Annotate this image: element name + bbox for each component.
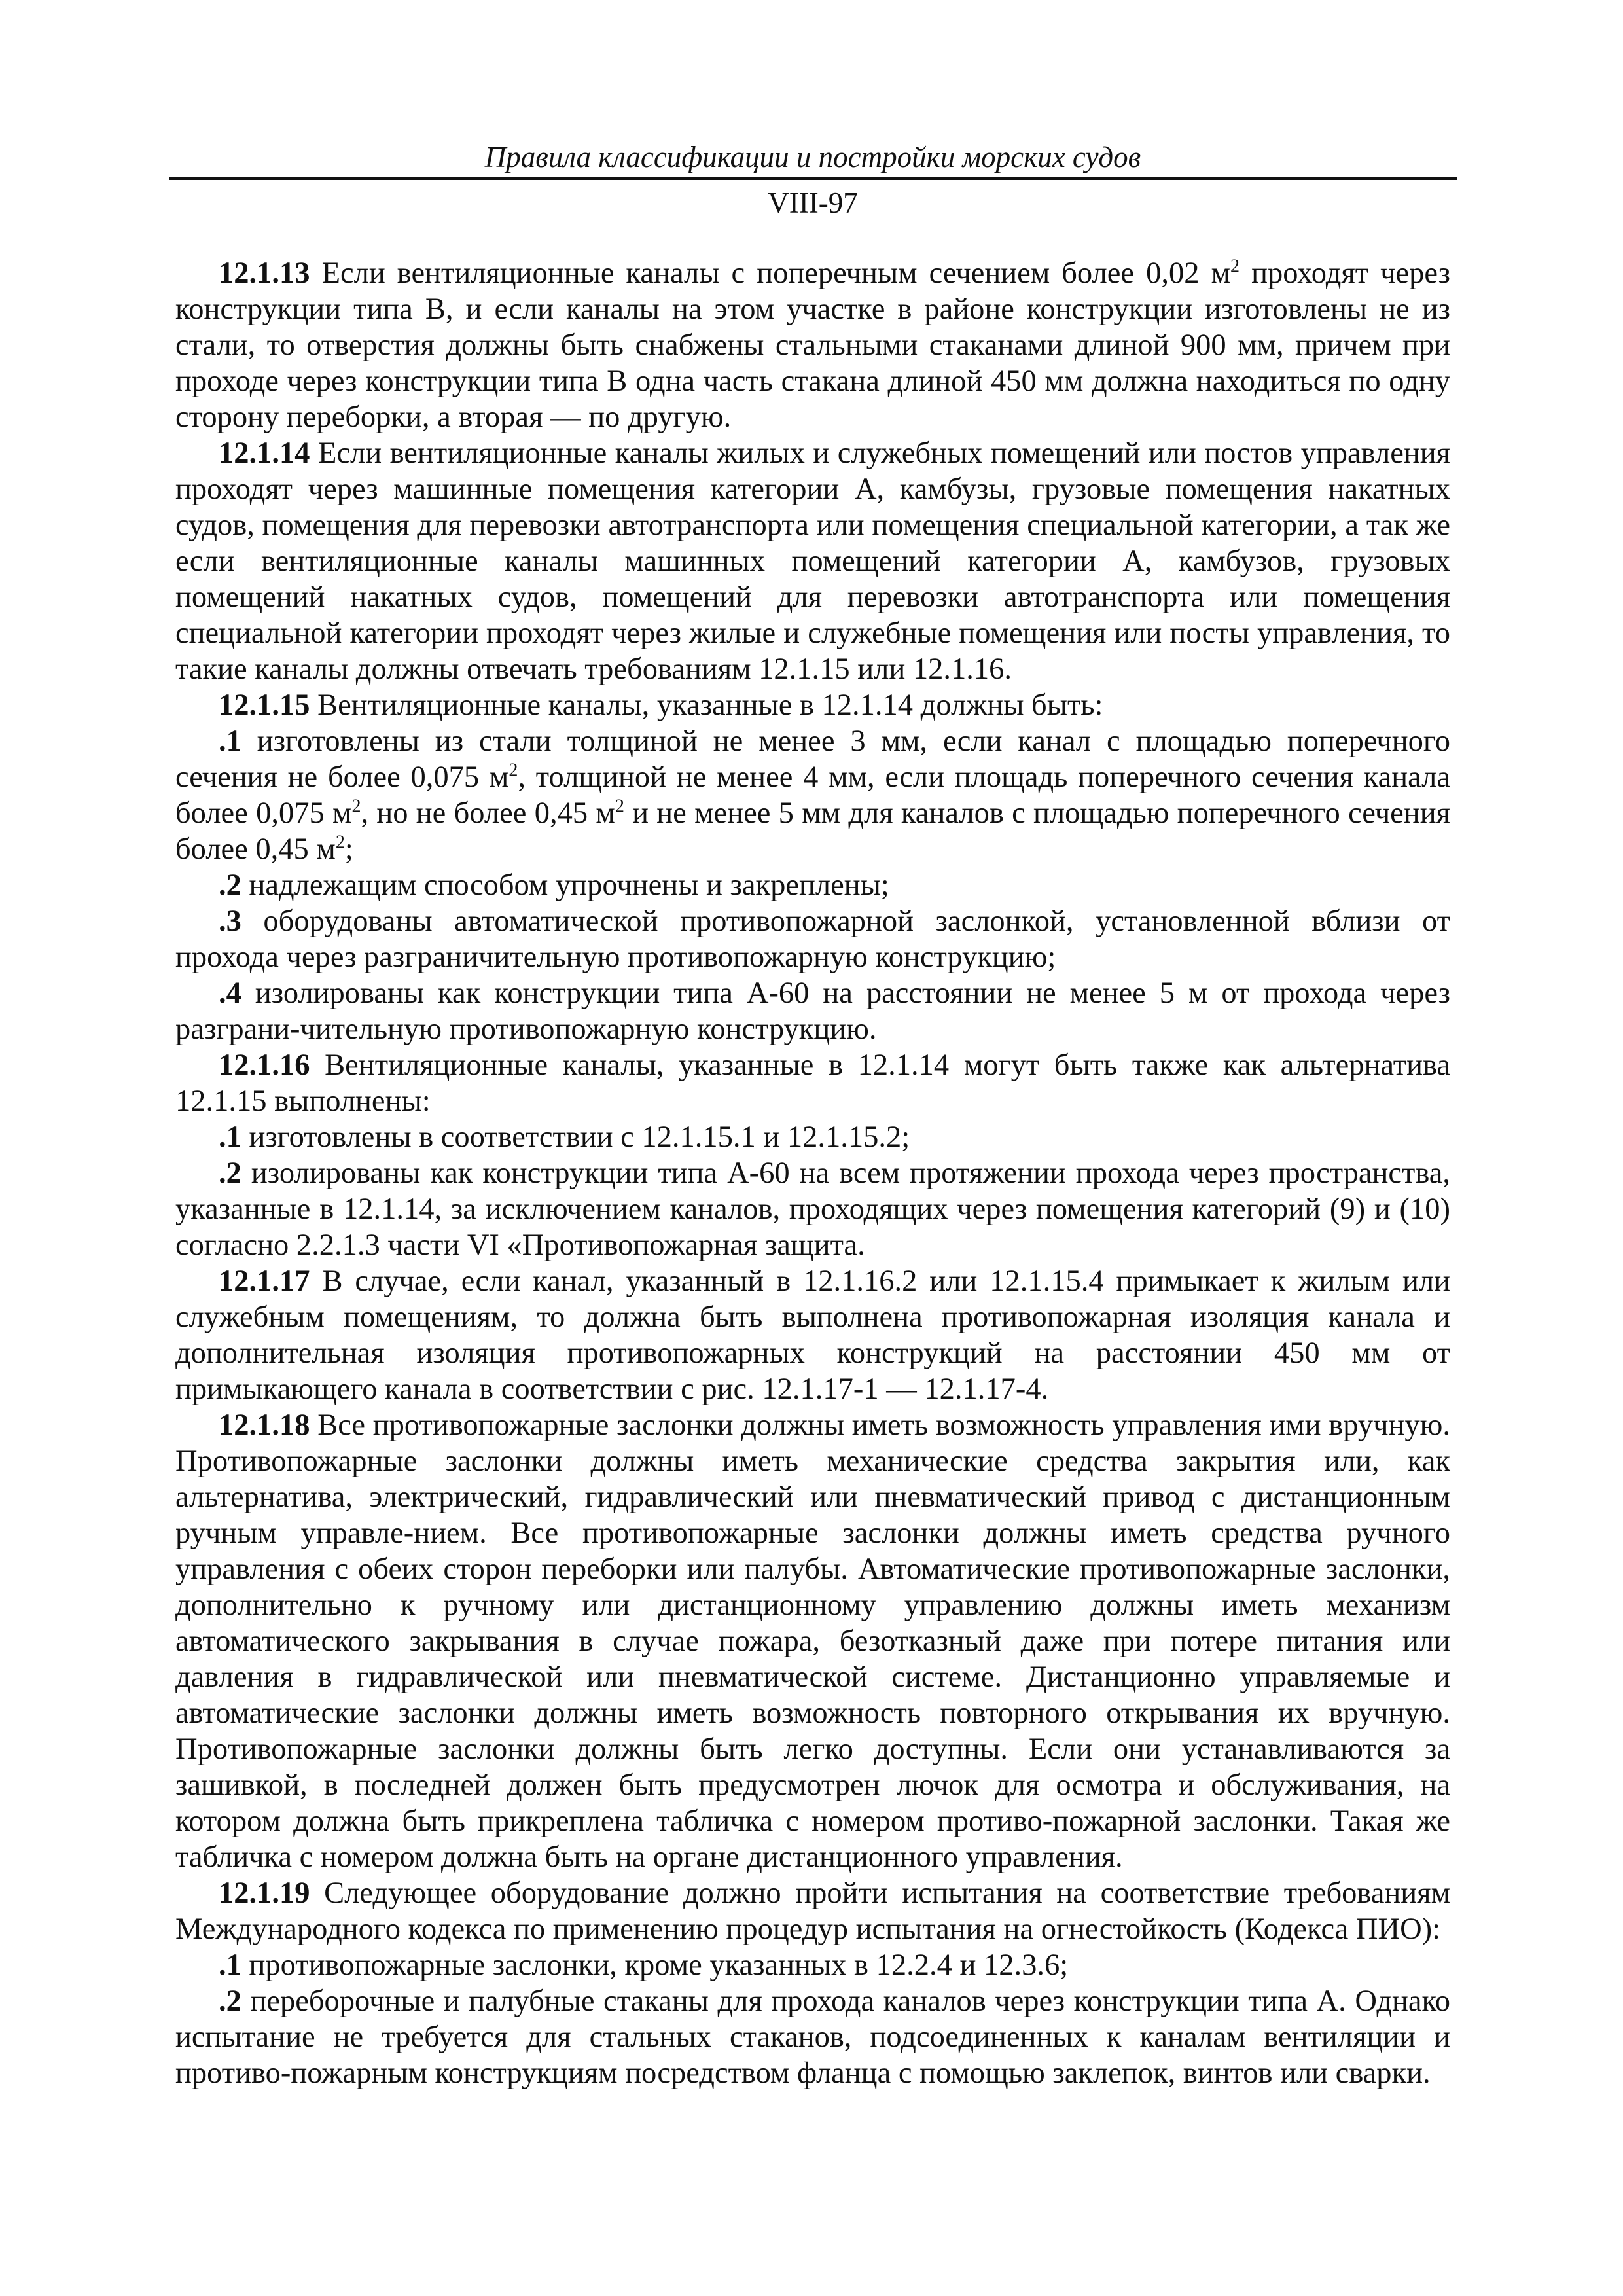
clause-number: 12.1.16	[219, 1049, 310, 1082]
item-text: изготовлены в соответствии с 12.1.15.1 и 12.1.15.2;	[241, 1121, 910, 1154]
paragraph-12-1-19	[175, 1875, 1450, 1947]
superscript: 2	[508, 760, 518, 781]
page-number: VIII-97	[768, 187, 858, 219]
paragraph-text: В случае, если канал, указанный в 12.1.16.2 или 12.1.15.4 примыкает к жилым или служебным помещениям, то должна быть выполнена противопожарная изоляция канала и дополнительная изоляция противопожарных конструкций на расстоянии 450 мм от примыкающего канала в соответствии с рис. 12.1.17-1 — 12.1.17-4.	[175, 1265, 1450, 1406]
item-number: .2	[219, 1157, 241, 1190]
item-number: .1	[219, 1121, 241, 1154]
item-number: .4	[219, 977, 241, 1010]
clause-number: 12.1.14	[219, 437, 310, 470]
item-number: .1	[219, 725, 241, 758]
header-rule	[169, 177, 1457, 180]
item-12-1-15-1	[175, 723, 1450, 867]
item-12-1-15-4	[175, 975, 1450, 1047]
item-12-1-19-1	[175, 1947, 1450, 1983]
item-text: ;	[344, 833, 353, 866]
paragraph-text: Все противопожарные заслонки должны иметь возможность управления ими вручную. Противопожарные заслонки должны иметь механические средства закрытия или, как альтернатива, электрический, гидравлический или пневматический привод с дистанционным ручным управле-нием. Все противопожарные заслонки должны иметь средства ручного управления с обеих сторон переборки или палубы. Автоматические противопожарные заслонки, дополнительно к ручному или дистанционному управлению должны иметь механизм автоматического закрывания в случае пожара, безотказный даже при потере питания или давления в гидравлической или пневматической системе. Дистанционно управляемые и автоматические заслонки должны иметь возможность повторного открывания их вручную. Противопожарные заслонки должны быть легко доступны. Если они устанавливаются за зашивкой, в последней должен быть предусмотрен лючок для осмотра и обслуживания, на котором должна быть прикреплена табличка с номером противо-пожарной заслонки. Такая же табличка с номером должна быть на органе дистанционного управления.	[175, 1408, 1450, 1874]
item-12-1-19-2	[175, 1983, 1450, 2091]
item-text: оборудованы автоматической противопожарной заслонкой, установленной вблизи от прохода через разграничительную противопожарную конструкцию;	[175, 905, 1450, 974]
item-text: переборочные и палубные стаканы для прохода каналов через конструкции типа A. Однако испытание не требуется для стальных стаканов, подсоединенных к каналам вентиляции и противо-пожарным конструкциям посредством фланца с помощью заклепок, винтов или сварки.	[175, 1984, 1450, 2090]
clause-number: 12.1.19	[219, 1876, 310, 1910]
item-12-1-15-2	[175, 867, 1450, 903]
item-number: .3	[219, 905, 241, 938]
item-text: и не менее 5 мм для каналов с площадью поперечного сечения более 0,45 м	[175, 797, 1450, 866]
paragraph-12-1-16	[175, 1047, 1450, 1119]
item-number: .2	[219, 869, 241, 902]
document-body	[175, 255, 1450, 2091]
paragraph-text: Если вентиляционные каналы жилых и служебных помещений или постов управления проходят через машинные помещения категории A, камбузы, грузовые помещения накатных судов, помещения для перевозки автотранспорта или помещения специальной категории, а так же если вентиляционные каналы машинных помещений категории A, камбузов, грузовых помещений накатных судов, помещений для перевозки автотранспорта или помещения специальной категории проходят через жилые и служебные помещения или посты управления, то такие каналы должны отвечать требованиям 12.1.15 или 12.1.16.	[175, 437, 1450, 686]
paragraph-text: Если вентиляционные каналы с поперечным сечением более 0,02 м	[310, 257, 1230, 290]
item-text: изготовлены из стали толщиной не менее 3 мм, если канал с площадью поперечного сечения не более 0,075 м	[175, 725, 1450, 794]
item-12-1-16-2	[175, 1155, 1450, 1263]
item-number: .1	[219, 1948, 241, 1982]
paragraph-text: Следующее оборудование должно пройти испытания на соответствие требованиям Международного кодекса по применению процедур испытания на огнестойкость (Кодекса ПИО):	[175, 1876, 1450, 1946]
item-text: , но не более 0,45 м	[361, 797, 615, 830]
paragraph-12-1-15	[175, 687, 1450, 723]
paragraph-12-1-13	[175, 255, 1450, 435]
superscript: 2	[615, 796, 624, 817]
item-12-1-15-3	[175, 903, 1450, 975]
clause-number: 12.1.17	[219, 1265, 310, 1298]
item-text: , толщиной не менее 4 мм, если площадь поперечного сечения канала более 0,075 м	[175, 761, 1450, 830]
paragraph-text: Вентиляционные каналы, указанные в 12.1.14 должны быть:	[310, 689, 1103, 722]
running-title: Правила классификации и постройки морских судов	[484, 141, 1141, 173]
superscript: 2	[1230, 256, 1240, 277]
clause-number: 12.1.15	[219, 689, 310, 722]
paragraph-12-1-17	[175, 1263, 1450, 1407]
paragraph-12-1-18	[175, 1407, 1450, 1875]
paragraph-12-1-14	[175, 435, 1450, 687]
paragraph-text: Вентиляционные каналы, указанные в 12.1.14 могут быть также как альтернатива 12.1.15 выполнены:	[175, 1049, 1450, 1118]
item-text: изолированы как конструкции типа A-60 на всем протяжении прохода через пространства, указанные в 12.1.14, за исключением каналов, проходящих через помещения категорий (9) и (10) согласно 2.2.1.3 части VI «Противопожарная защита.	[175, 1157, 1450, 1262]
superscript: 2	[335, 832, 345, 853]
item-text: изолированы как конструкции типа A-60 на расстоянии не менее 5 м от прохода через разграни-чительную противопожарную конструкцию.	[175, 977, 1450, 1046]
clause-number: 12.1.18	[219, 1408, 310, 1442]
paragraph-text: проходят через конструкции типа B, и если каналы на этом участке в районе конструкции изготовлены не из стали, то отверстия должны быть снабжены стальными стаканами длиной 900 мм, причем при проходе через конструкции типа B одна часть стакана длиной 450 мм должна находиться по одну сторону переборки, а вторая — по другую.	[175, 257, 1450, 434]
clause-number: 12.1.13	[219, 257, 310, 290]
item-number: .2	[219, 1984, 241, 2018]
item-text: надлежащим способом упрочнены и закреплены;	[241, 869, 889, 902]
superscript: 2	[351, 796, 361, 817]
item-text: противопожарные заслонки, кроме указанных в 12.2.4 и 12.3.6;	[241, 1948, 1069, 1982]
item-12-1-16-1	[175, 1119, 1450, 1155]
